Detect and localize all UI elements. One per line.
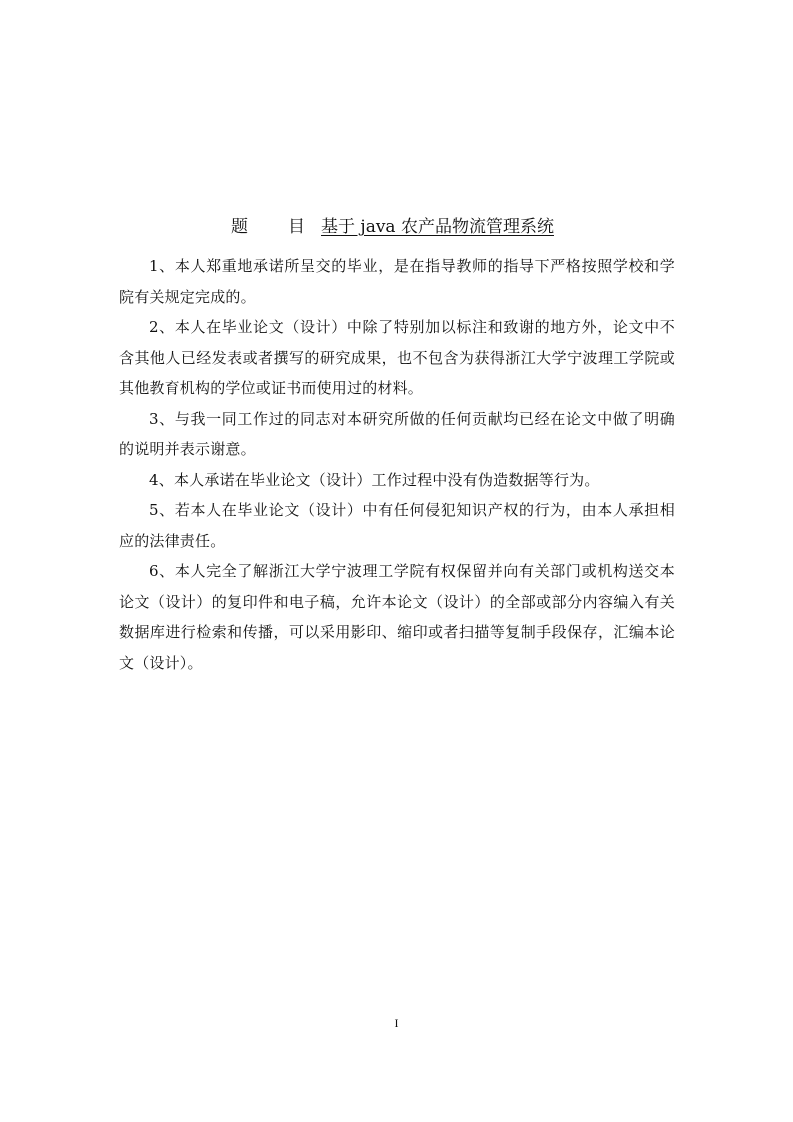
declaration-paragraph-2: 2、本人在毕业论文（设计）中除了特别加以标注和致谢的地方外，论文中不含其他人已经发表或者撰写的研究成果，也不包含为获得浙江大学宁波理工学院或其他教育机构的学位或证书而使用过的材料。 <box>119 318 675 397</box>
declaration-paragraph-1: 1、本人郑重地承诺所呈交的毕业，是在指导教师的指导下严格按照学校和学院有关规定完成的。 <box>119 257 675 306</box>
title-label-char-1: 题 <box>231 217 249 237</box>
declaration-body <box>119 251 675 678</box>
declaration-paragraph-6: 6、本人完全了解浙江大学宁波理工学院有权保留并向有关部门或机构送交本论文（设计）的复印件和电子稿，允许本论文（设计）的全部或部分内容编入有关数据库进行检索和传播，可以采用影印、缩印或者扫描等复制手段保存，汇编本论文（设计）。 <box>119 562 675 672</box>
declaration-paragraph-4: 4、本人承诺在毕业论文（设计）工作过程中没有伪造数据等行为。 <box>149 470 600 489</box>
declaration-paragraph-3: 3、与我一同工作过的同志对本研究所做的任何贡献均已经在论文中做了明确的说明并表示谢意。 <box>119 409 675 458</box>
declaration-paragraph-5: 5、若本人在毕业论文（设计）中有任何侵犯知识产权的行为，由本人承担相应的法律责任。 <box>119 501 675 550</box>
page-number: I <box>394 1016 399 1030</box>
thesis-title-line <box>0 215 793 239</box>
title-label-char-2: 目 <box>288 217 306 237</box>
thesis-title-value: 基于 java 农产品物流管理系统 <box>321 217 554 237</box>
